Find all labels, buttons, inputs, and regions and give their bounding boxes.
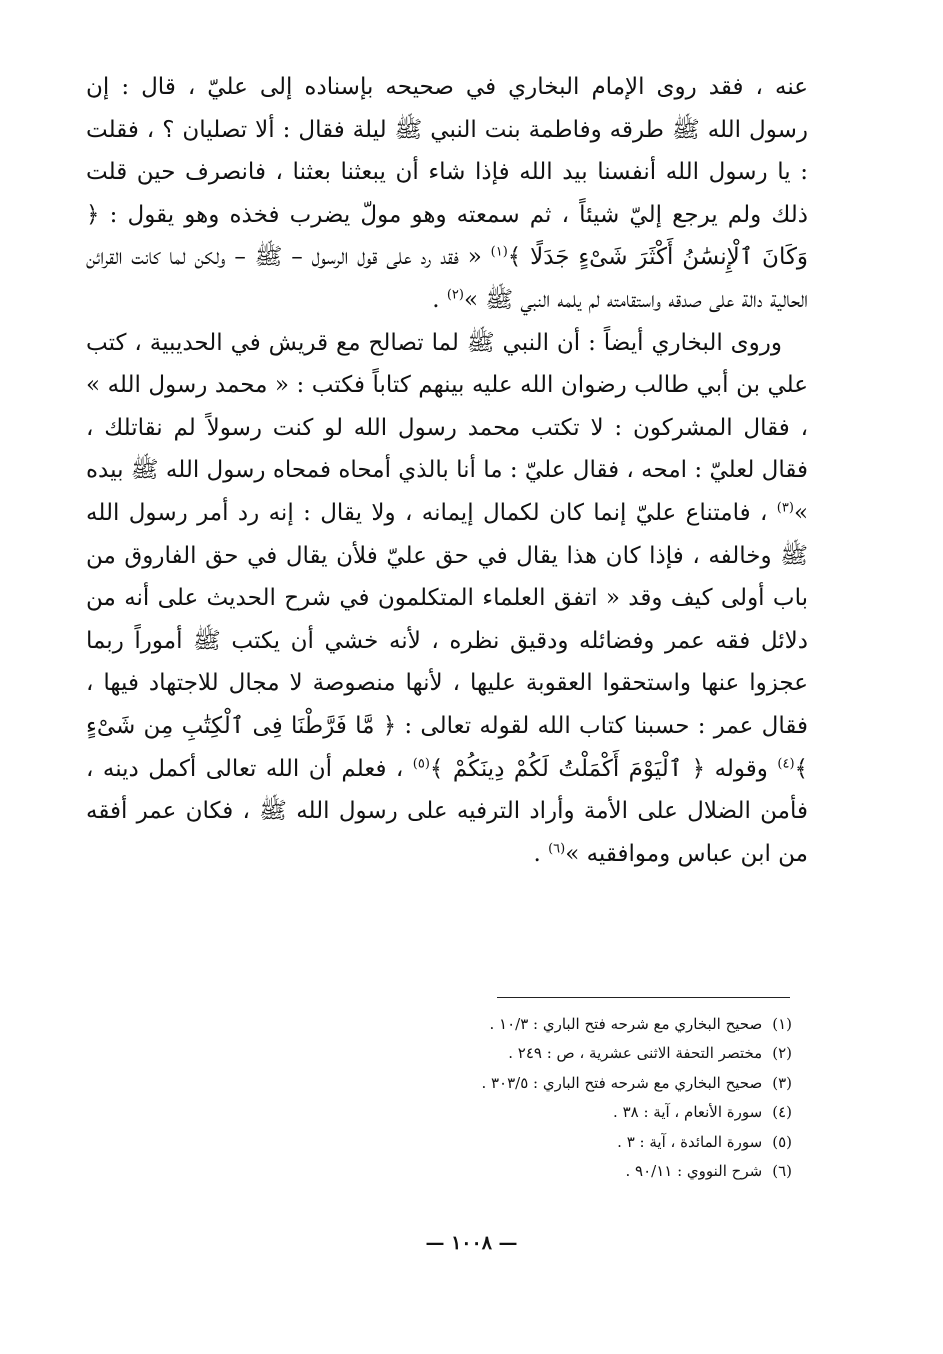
footnote-ref-6: (٦) — [548, 841, 566, 857]
footnote-divider — [497, 997, 790, 998]
paragraph-1-continuation: ولكن لما كانت القرائن الحالية دالة على صدقه واستقامته لم يلمه النبي ﷺ » — [86, 244, 808, 313]
paragraph-2-continuation: ، فامتناع عليّ إنما كان لكمال إيمانه ، ولا يقال : إنه رد أمر رسول الله ﷺ وخالفه ، فإذا كان هذا يقال في حق عليّ فلأن يقال في حق الفاروق من باب أولى كيف وقد « اتفق العلماء المتكلمون في شرح الحديث على أنه من دلائل فقه عمر وفضائله ودقيق نظره ، لأنه خشي أن يكتب ﷺ أموراً ربما عجزوا عنها واستحقوا العقوبة عليها ، لأنها منصوصة لا مجال للاجتهاد فيها ، فقال عمر : حسبنا كتاب الله لقوله تعالى : ﴿ مَّا فَرَّطْنَا فِى ٱلْكِتَٰبِ مِن شَىْءٍ ﴾ — [86, 499, 809, 782]
paragraph-2 — [86, 322, 808, 876]
footnote-3 — [380, 1069, 792, 1098]
footnote-number: (٢) — [772, 1044, 792, 1063]
footnote-text: شرح النووي : ٩٠/١١ . — [625, 1162, 763, 1181]
footnote-4 — [380, 1098, 792, 1127]
footnote-ref-3: (٣) — [776, 500, 794, 516]
footnote-number: (٤) — [772, 1103, 792, 1122]
paragraph-1-tail: « فقد رد على قول الرسول – ﷺ – — [234, 244, 482, 271]
footnote-text: صحيح البخاري مع شرحه فتح الباري : ١٠/٣ . — [489, 1015, 763, 1033]
paragraph-2-quote: وقوله ﴿ ٱلْيَوْمَ أَكْمَلْتُ لَكُمْ دِينَكُمْ ﴾ — [429, 755, 768, 782]
footnote-6 — [380, 1157, 792, 1186]
main-text — [86, 66, 808, 875]
footnote-ref-5: (٥) — [412, 755, 430, 771]
footnote-number: (٥) — [772, 1132, 792, 1151]
paragraph-2-ending: ، فعلم أن الله تعالى أكمل دينه ، فأمن الضلال على الأمة وأراد الترفيه على رسول الله ﷺ ، فكان عمر أفقه من ابن عباس وموافقيه » — [86, 755, 808, 867]
footnote-text: سورة المائدة ، آية : ٣ . — [617, 1132, 763, 1151]
paragraph-2-period: . — [533, 840, 541, 867]
footnote-number: (٦) — [772, 1162, 792, 1181]
footnote-text: صحيح البخاري مع شرحه فتح الباري : ٣٠٣/٥ . — [481, 1073, 763, 1092]
paragraph-1 — [86, 66, 808, 322]
footnote-number: (٣) — [772, 1073, 792, 1092]
footnotes-list — [380, 1010, 792, 1186]
paragraph-1-period: . — [432, 286, 440, 313]
footnote-text: سورة الأنعام ، آية : ٣٨ . — [613, 1103, 763, 1122]
footnote-1 — [380, 1010, 792, 1039]
footnote-number: (١) — [772, 1015, 792, 1033]
footnote-text: مختصر التحفة الاثنى عشرية ، ص : ٢٤٩ . — [508, 1044, 763, 1063]
footnote-ref-4: (٤) — [777, 755, 795, 771]
page-number: — ١٠٠٨ — — [425, 1232, 518, 1254]
paragraph-1-text: عنه ، فقد روى الإمام البخاري في صحيحه بإسناده إلى عليّ ، قال : إن رسول الله ﷺ طرقه وفاطمة بنت النبي ﷺ ليلة فقال : ألا تصليان ؟ ، فقلت : يا رسول الله أنفسنا بيد الله فإذا شاء أن يبعثنا بعثنا ، فانصرف حين قلت ذلك ولم يرجع إليّ شيئاً ، ثم سمعته وهو مولّ يضرب فخذه وهو يقول : ﴿ وَكَانَ ٱلْإِنسَٰنُ أَكْثَرَ شَىْءٍ جَدَلًا ﴾ — [86, 74, 809, 271]
paragraph-2-text: وروى البخاري أيضاً : أن النبي ﷺ لما تصالح مع قريش في الحديبية ، كتب علي بن أبي طالب رضوان الله عليه بينهم كتاباً فكتب : « محمد رسول الله » ، فقال المشركون : لا تكتب محمد رسول الله لو كنت رسولاً لم نقاتلك ، فقال لعليّ : امحه ، فقال عليّ : ما أنا بالذي أمحاه فمحاه رسول الله ﷺ بيده » — [86, 329, 809, 526]
footnote-5 — [380, 1128, 792, 1157]
footnote-2 — [380, 1039, 792, 1068]
footnote-ref-2: (٢) — [446, 287, 464, 303]
footnote-ref-1: (١) — [490, 244, 508, 260]
